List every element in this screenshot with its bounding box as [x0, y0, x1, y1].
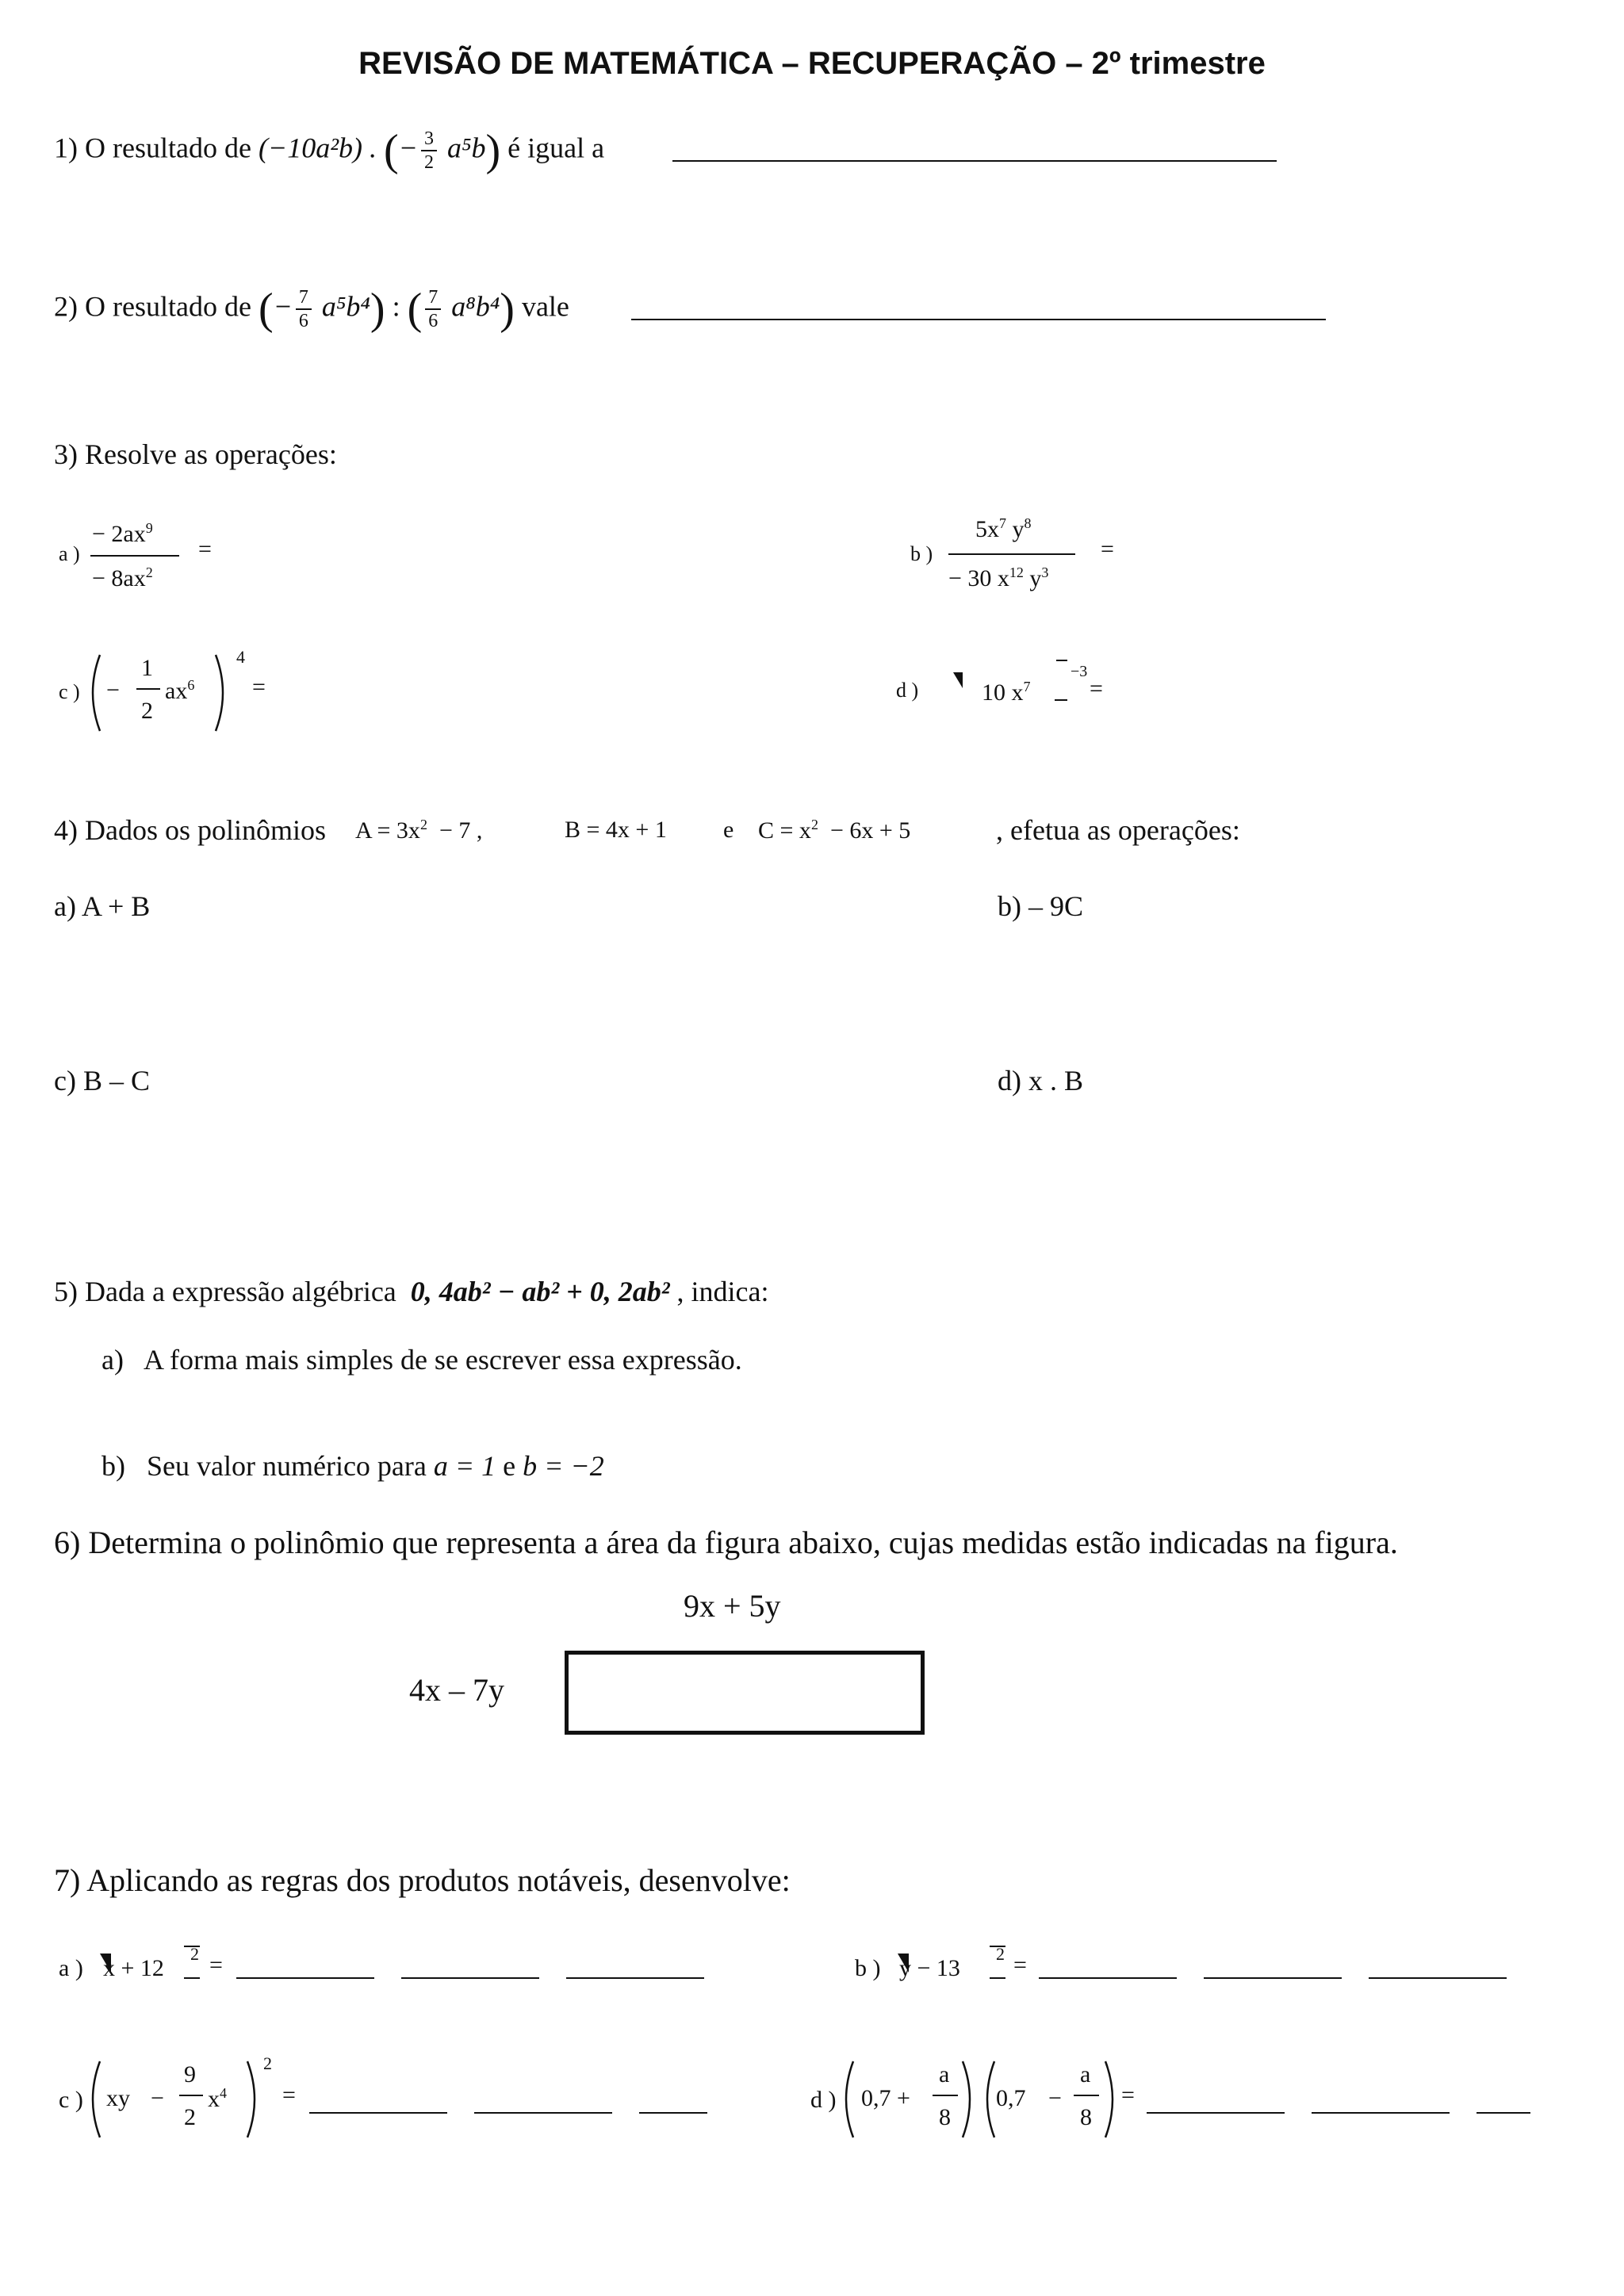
- q4-c-exp: 2: [810, 817, 818, 832]
- q5a-label: a): [102, 1344, 124, 1376]
- q3b-num-y: y: [1012, 516, 1025, 542]
- q4-c-rest: − 6x + 5: [829, 817, 911, 844]
- q2-denominator-2: 6: [428, 311, 439, 331]
- question-5: [54, 1275, 768, 1308]
- q4-polynomial-b: B = 4x + 1: [565, 817, 667, 843]
- q7b-equals: =: [1013, 1952, 1027, 1978]
- q4-prefix: 4) Dados os polinômios: [54, 814, 327, 846]
- q7d-numerator-2: a: [1080, 2061, 1091, 2087]
- q3d-bottom-dash: [1055, 699, 1067, 701]
- q7d-first-term: 0,7 +: [861, 2085, 910, 2111]
- q3d-bracket-glyph: [952, 671, 964, 690]
- q7b-exponent: 2: [996, 1944, 1005, 1964]
- q6-height-label: 4x – 7y: [409, 1672, 504, 1708]
- q7b-answer-line-3[interactable]: [1369, 1977, 1507, 1979]
- q6-rectangle: [565, 1651, 925, 1735]
- q7d-minus: −: [1048, 2085, 1062, 2111]
- q4-polynomial-a: [355, 817, 482, 844]
- q3b-den-y: y: [1029, 565, 1042, 591]
- q7c-close-paren: [243, 2058, 265, 2141]
- q7d-answer-line-2[interactable]: [1312, 2112, 1450, 2114]
- q1-term1: (−10a²b) .: [258, 132, 377, 164]
- q3a-fraction-bar: [90, 555, 179, 557]
- q3a-num-exp: 9: [145, 520, 153, 536]
- q7c-equals: =: [282, 2082, 296, 2108]
- q5b: [102, 1449, 604, 1483]
- q4-suffix: , efetua as operações:: [996, 814, 1240, 846]
- q7a-exponent: 2: [190, 1944, 199, 1964]
- q3b-den-exp-y: 3: [1041, 564, 1049, 580]
- q1-minus: −: [398, 132, 418, 164]
- q7c-answer-line-3[interactable]: [639, 2112, 707, 2114]
- q3c-numerator: 1: [141, 655, 153, 681]
- q2-numerator-2: 7: [425, 288, 441, 310]
- q7d-answer-line-3[interactable]: [1477, 2112, 1530, 2114]
- question-4: [54, 813, 326, 847]
- q2-term2: a⁸b⁴: [451, 290, 500, 323]
- q3a-den-text: − 8ax: [92, 565, 146, 591]
- q2-close-paren-1: ): [370, 285, 385, 334]
- q6-text: 6) Determina o polinômio que representa a área da figura abaixo, cujas medidas estão indicadas na figura.: [54, 1525, 1398, 1560]
- q3c-label: c ): [59, 680, 80, 703]
- q7b-expression: y − 13: [899, 1955, 960, 1981]
- q2-term1: a⁵b⁴: [321, 290, 370, 323]
- q7c-exponent: 2: [263, 2053, 272, 2073]
- q4c: c) B – C: [54, 1065, 150, 1096]
- q7a-answer-line-2[interactable]: [401, 1977, 539, 1979]
- q3a-label: a ): [59, 542, 80, 565]
- q3b-label: b ): [910, 542, 933, 565]
- q7d-equals: =: [1121, 2082, 1135, 2108]
- q4-a-rest: − 7 ,: [439, 817, 483, 844]
- q7b-answer-line-1[interactable]: [1039, 1977, 1177, 1979]
- q5-prefix: 5) Dada a expressão algébrica: [54, 1276, 396, 1307]
- q2-suffix: vale: [521, 290, 569, 323]
- q2-minus: −: [273, 290, 293, 323]
- q3d-base-text: 10 x: [982, 679, 1024, 706]
- q3c-minus: −: [106, 677, 120, 703]
- q3d-base-exp: 7: [1023, 679, 1031, 695]
- q4b: b) – 9C: [998, 890, 1083, 922]
- q2-denominator-1: 6: [298, 311, 308, 331]
- q3-heading: 3) Resolve as operações:: [54, 438, 337, 470]
- q5b-text: Seu valor numérico para: [147, 1450, 427, 1482]
- q7c-fraction-bar: [179, 2095, 203, 2096]
- q5-suffix: , indica:: [676, 1276, 769, 1307]
- q3d-label: d ): [896, 679, 919, 702]
- q3b-den-x: − 30 x: [948, 565, 1009, 591]
- q5b-condition-a: a = 1: [433, 1450, 496, 1482]
- q6-width-label: 9x + 5y: [684, 1588, 781, 1624]
- q3d-base: [982, 679, 1031, 706]
- q7d-answer-line-1[interactable]: [1147, 2112, 1285, 2114]
- q7c-denominator: 2: [184, 2104, 196, 2130]
- q7c-minus: −: [151, 2085, 164, 2111]
- q3d-outer-exponent: −3: [1071, 663, 1088, 680]
- q7a-label: a ): [59, 1955, 83, 1981]
- q2-open-paren-2: (: [407, 285, 423, 334]
- q5a-text: A forma mais simples de se escrever essa expressão.: [143, 1344, 742, 1376]
- q4d: d) x . B: [998, 1065, 1083, 1096]
- q7d-numerator-1: a: [939, 2061, 950, 2087]
- q4a: a) A + B: [54, 890, 151, 922]
- q5b-condition-b: b = −2: [523, 1450, 604, 1482]
- q7b-bottom-dash: [990, 1977, 1005, 1979]
- q7d-open-paren-1: [836, 2058, 858, 2141]
- question-1: [54, 125, 604, 176]
- q7d-denominator-1: 8: [939, 2104, 951, 2130]
- q7c-numerator: 9: [184, 2061, 196, 2087]
- q7c-var-exp: 4: [220, 2085, 227, 2101]
- q7a-answer-line-1[interactable]: [236, 1977, 374, 1979]
- q3b-numerator: [975, 515, 1032, 543]
- q7c-variable: [208, 2085, 227, 2113]
- q1-suffix: é igual a: [508, 132, 605, 164]
- q4-polynomial-c: [758, 817, 910, 844]
- q7c-answer-line-2[interactable]: [474, 2112, 612, 2114]
- q7c-xy: xy: [106, 2085, 130, 2111]
- q3c-var-exp: 6: [187, 677, 195, 693]
- q3c-fraction-bar: [136, 688, 160, 690]
- q2-answer-line[interactable]: [631, 319, 1326, 320]
- q7d-fraction-bar-1: [933, 2095, 958, 2096]
- q2-fraction-1: [296, 288, 312, 331]
- q3b-num-exp-x: 7: [999, 515, 1006, 531]
- q3d-top-dash: [1056, 660, 1067, 661]
- q3b-den-exp-x: 12: [1009, 564, 1024, 580]
- q3a-den-exp: 2: [145, 564, 153, 580]
- q3c-var-text: ax: [165, 678, 188, 704]
- q3c-outer-exponent: 4: [236, 647, 245, 667]
- q7-text: 7) Aplicando as regras dos produtos notáveis, desenvolve:: [54, 1862, 791, 1898]
- q4-conjunction: e: [723, 817, 734, 843]
- q3a-numerator: [92, 520, 153, 548]
- question-2: [54, 284, 569, 335]
- q3a-num-text: − 2ax: [92, 521, 146, 547]
- q7d-second-term: 0,7: [996, 2085, 1026, 2111]
- q3c-close-paren: [211, 652, 233, 734]
- q7c-label: c ): [59, 2087, 83, 2113]
- q7d-denominator-2: 8: [1080, 2104, 1092, 2130]
- q3b-num-exp-y: 8: [1024, 515, 1032, 531]
- q7d-fraction-bar-2: [1074, 2095, 1099, 2096]
- q1-numerator: 3: [421, 129, 437, 151]
- q4-c-text: C = x: [758, 817, 811, 844]
- q1-open-paren: (: [384, 126, 399, 175]
- q2-close-paren-2: ): [500, 285, 515, 334]
- q1-term2: a⁵b: [446, 132, 486, 164]
- q7c-open-paren: [82, 2058, 105, 2141]
- q1-close-paren: ): [485, 126, 501, 175]
- q2-fraction-2: [425, 288, 441, 331]
- q3c-open-paren: [82, 652, 105, 734]
- q1-answer-line[interactable]: [672, 160, 1277, 162]
- q3d-equals: =: [1090, 675, 1103, 702]
- q4-a-exp: 2: [419, 817, 427, 832]
- q7d-label: d ): [810, 2087, 837, 2113]
- q7b-answer-line-2[interactable]: [1204, 1977, 1342, 1979]
- q5a: [102, 1343, 742, 1376]
- q7a-expression: x + 12: [103, 1955, 164, 1981]
- q7d-close-paren-2: [1101, 2058, 1123, 2141]
- q3c-variable: [165, 677, 194, 705]
- page-title: REVISÃO DE MATEMÁTICA – RECUPERAÇÃO – 2º trimestre: [358, 46, 1266, 81]
- q2-numerator-1: 7: [296, 288, 312, 310]
- q7a-bottom-dash: [184, 1977, 200, 1979]
- q3a-denominator: [92, 564, 153, 592]
- q2-colon: :: [392, 290, 400, 323]
- q7c-answer-line-1[interactable]: [309, 2112, 447, 2114]
- q2-open-paren-1: (: [258, 285, 274, 334]
- q3b-denominator: [948, 564, 1048, 592]
- q7c-var-text: x: [208, 2086, 220, 2112]
- q1-denominator: 2: [423, 152, 434, 173]
- q5b-label: b): [102, 1450, 125, 1482]
- q3b-fraction-bar: [948, 553, 1075, 555]
- q1-prefix: 1) O resultado de: [54, 132, 251, 164]
- q7b-label: b ): [855, 1955, 881, 1981]
- q5b-conjunction: e: [503, 1450, 516, 1482]
- q3b-num-x: 5x: [975, 516, 999, 542]
- q3b-equals: =: [1101, 536, 1114, 562]
- q3c-denominator: 2: [141, 698, 153, 724]
- q4-a-text: A = 3x: [355, 817, 420, 844]
- q3a-equals: =: [198, 536, 212, 562]
- q3c-equals: =: [252, 674, 266, 700]
- q2-prefix: 2) O resultado de: [54, 290, 251, 323]
- q1-fraction: [421, 129, 437, 172]
- q5-expression: 0, 4ab² − ab² + 0, 2ab²: [410, 1276, 670, 1307]
- q7a-equals: =: [209, 1952, 223, 1978]
- q7a-answer-line-3[interactable]: [566, 1977, 704, 1979]
